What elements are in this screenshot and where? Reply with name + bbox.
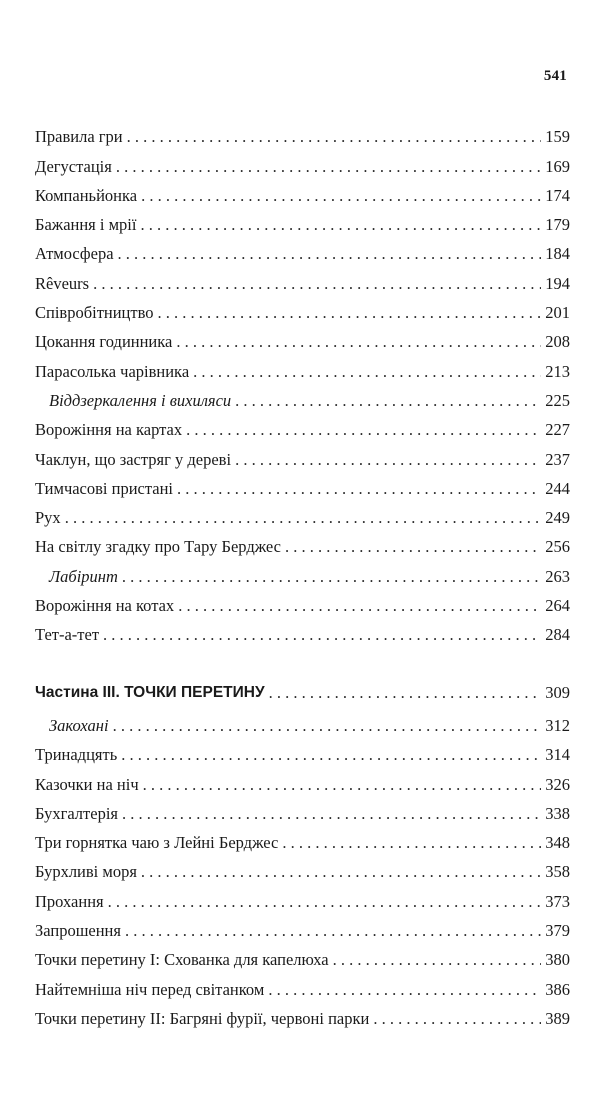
toc-entry-page: 379 <box>545 921 570 941</box>
toc-dot-leader <box>235 391 541 411</box>
toc-entry <box>35 177 570 206</box>
toc-dot-leader <box>118 244 542 264</box>
toc-entry-title: Тет-а-тет <box>35 625 100 645</box>
toc-entry-title: Точки перетину I: Схованка для капелюха <box>35 950 329 970</box>
toc-entry-page: 159 <box>545 127 570 147</box>
toc-dot-leader <box>141 862 541 882</box>
toc-entry-page: 314 <box>545 745 570 765</box>
toc-dot-leader <box>65 508 542 528</box>
toc-entry-page: 169 <box>545 156 570 176</box>
toc-entry-title: Найтемніша ніч перед світанком <box>35 979 265 999</box>
toc-entry-title: Rêveurs <box>35 273 90 293</box>
toc-entry <box>35 411 570 440</box>
page-number: 541 <box>543 68 567 84</box>
toc-entry <box>35 382 570 411</box>
toc-entry <box>35 470 570 499</box>
toc-entry <box>35 528 570 557</box>
toc-dot-leader <box>158 303 542 323</box>
toc-dot-leader <box>113 716 542 736</box>
toc-entry <box>35 765 570 794</box>
toc-entry-title: Правила гри <box>35 127 123 147</box>
toc-entry <box>35 970 570 999</box>
toc-entry <box>35 616 570 645</box>
toc-entry <box>35 294 570 323</box>
toc-entry-title: Парасолька чарівника <box>35 361 190 381</box>
toc-entry-page: 309 <box>545 682 570 702</box>
toc-entry-title: Дегустація <box>35 156 112 176</box>
toc-entry <box>35 853 570 882</box>
toc-entry <box>35 912 570 941</box>
toc-dot-leader <box>285 537 541 557</box>
toc-entry-page: 386 <box>545 979 570 999</box>
toc-entry-page: 184 <box>545 244 570 264</box>
toc-entry-title: Бурхливі моря <box>35 862 137 882</box>
toc-entry-page: 237 <box>545 449 570 469</box>
toc-dot-leader <box>178 596 541 616</box>
toc-entry-title: Тринадцять <box>35 745 118 765</box>
toc-entry-page: 312 <box>545 715 570 735</box>
toc-entry-title: Частина III. ТОЧКИ ПЕРЕТИНУ <box>35 683 265 701</box>
toc-entry <box>35 557 570 586</box>
toc-entry <box>35 440 570 469</box>
toc-entry-page: 249 <box>545 508 570 528</box>
toc-entry-page: 244 <box>545 478 570 498</box>
toc-dot-leader <box>143 775 542 795</box>
toc-dot-leader <box>122 804 541 824</box>
toc-entry-title: Прохання <box>35 891 104 911</box>
toc-entry-page: 284 <box>545 625 570 645</box>
toc-dot-leader <box>141 186 541 206</box>
toc-entry-title: Казочки на ніч <box>35 774 139 794</box>
toc-entry-page: 256 <box>545 537 570 557</box>
toc-entry-title: Співробітництво <box>35 303 154 323</box>
toc-dot-leader <box>125 921 541 941</box>
toc-entry-title: Бажання і мрії <box>35 215 137 235</box>
toc-dot-leader <box>282 833 541 853</box>
toc-dot-leader <box>103 625 541 645</box>
toc-entry <box>35 882 570 911</box>
toc-entry-page: 380 <box>545 950 570 970</box>
toc-entry <box>35 352 570 381</box>
toc-entry <box>35 264 570 293</box>
toc-entry-page: 326 <box>545 774 570 794</box>
toc-entry <box>35 1000 570 1029</box>
toc-entry-page: 338 <box>545 803 570 823</box>
toc-entry-page: 263 <box>545 566 570 586</box>
toc-dot-leader <box>269 683 542 703</box>
toc-dot-leader <box>235 450 541 470</box>
toc-dot-leader <box>108 892 542 912</box>
toc-entry-page: 208 <box>545 332 570 352</box>
toc-dot-leader <box>140 215 541 235</box>
toc-entry <box>35 707 570 736</box>
toc-entry <box>35 118 570 147</box>
toc-entry <box>35 736 570 765</box>
toc-entry <box>35 206 570 235</box>
toc-entry-title: Запрошення <box>35 921 121 941</box>
toc-entry-page: 201 <box>545 303 570 323</box>
toc-entry <box>35 235 570 264</box>
toc-entry-title: Атмосфера <box>35 244 114 264</box>
toc-entry-title: Компаньйонка <box>35 185 138 205</box>
toc-dot-leader <box>127 127 542 147</box>
toc-entry-page: 358 <box>545 862 570 882</box>
toc-entry-title: Віддзеркалення і вихиляси <box>49 390 232 410</box>
toc-entry <box>35 824 570 853</box>
toc-entry <box>35 499 570 528</box>
toc-entry-page: 174 <box>545 185 570 205</box>
toc-dot-leader <box>186 420 541 440</box>
toc-dot-leader <box>93 274 541 294</box>
toc-entry-title: Ворожіння на котах <box>35 596 175 616</box>
toc-dot-leader <box>121 745 541 765</box>
toc-entry-title: Три горнятка чаю з Лейні Берджес <box>35 833 279 853</box>
toc-dot-leader <box>177 479 541 499</box>
toc-entry-title: Точки перетину II: Багряні фурії, червоні парки <box>35 1008 370 1028</box>
toc-dot-leader <box>116 157 541 177</box>
toc-dot-leader <box>122 567 541 587</box>
toc-entry-page: 225 <box>545 390 570 410</box>
toc-entry <box>35 795 570 824</box>
toc-entry-page: 348 <box>545 833 570 853</box>
toc-entry-title: Закохані <box>49 715 109 735</box>
toc-dot-leader <box>333 950 542 970</box>
toc-entry-page: 373 <box>545 891 570 911</box>
toc-part-heading <box>35 673 570 702</box>
table-of-contents <box>35 118 570 1029</box>
toc-entry <box>35 323 570 352</box>
toc-entry-title: Тимчасові пристані <box>35 478 174 498</box>
toc-entry-title: Бухгалтерія <box>35 803 118 823</box>
toc-dot-leader <box>373 1009 541 1029</box>
toc-entry-title: Цокання годинника <box>35 332 173 352</box>
toc-entry-page: 264 <box>545 596 570 616</box>
toc-entry-title: На світлу згадку про Тару Берджес <box>35 537 281 557</box>
toc-entry-page: 213 <box>545 361 570 381</box>
toc-entry-page: 227 <box>545 420 570 440</box>
toc-entry <box>35 941 570 970</box>
toc-dot-leader <box>193 362 541 382</box>
toc-dot-leader <box>176 332 541 352</box>
toc-entry-page: 179 <box>545 215 570 235</box>
toc-entry-title: Чаклун, що застряг у дереві <box>35 449 232 469</box>
toc-entry <box>35 587 570 616</box>
toc-entry-page: 194 <box>545 273 570 293</box>
toc-entry-title: Рух <box>35 508 61 528</box>
toc-entry-title: Лабіринт <box>49 566 118 586</box>
toc-entry-page: 389 <box>545 1008 570 1028</box>
toc-entry <box>35 147 570 176</box>
toc-dot-leader <box>268 980 541 1000</box>
toc-entry-title: Ворожіння на картах <box>35 420 183 440</box>
